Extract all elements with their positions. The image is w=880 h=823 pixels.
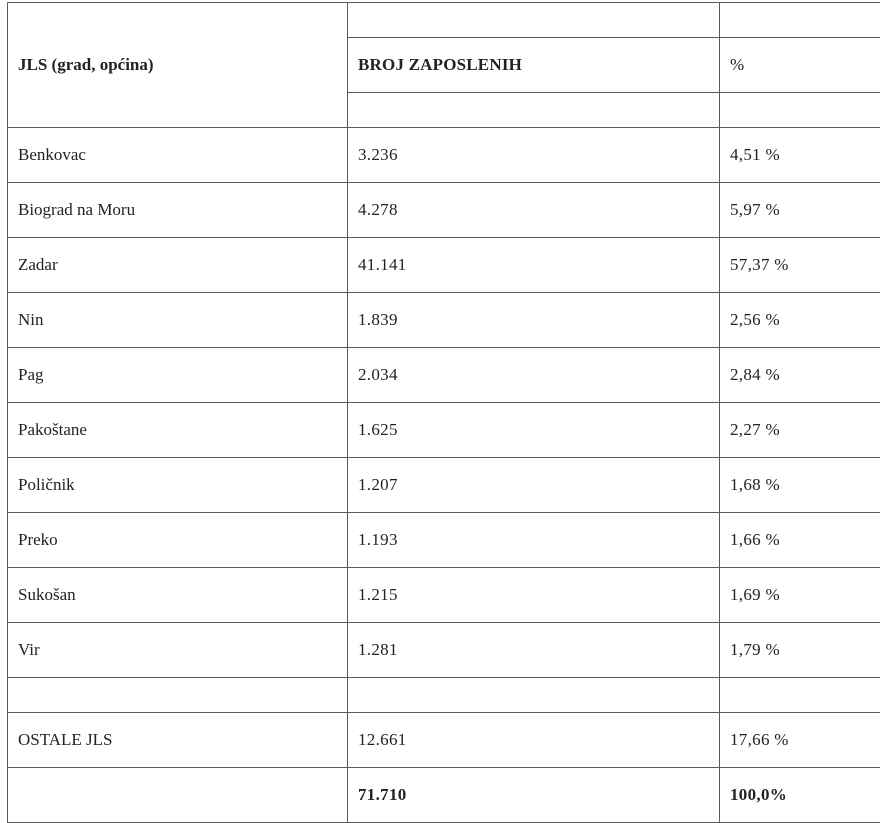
percent-cell: 57,37 %: [720, 238, 880, 293]
percent-cell: 5,97 %: [720, 183, 880, 238]
jls-cell: Vir: [8, 623, 348, 678]
table-row: [8, 458, 880, 513]
total-row: [8, 768, 880, 823]
percent-cell: 1,69 %: [720, 568, 880, 623]
table-row: [8, 183, 880, 238]
employees-cell: 1.839: [348, 293, 720, 348]
percent-cell: 1,66 %: [720, 513, 880, 568]
percent-cell: 2,56 %: [720, 293, 880, 348]
percent-cell: 17,66 %: [720, 713, 880, 768]
jls-cell: Benkovac: [8, 128, 348, 183]
employees-cell: 41.141: [348, 238, 720, 293]
total-percent-cell: 100,0%: [720, 768, 880, 823]
jls-cell: OSTALE JLS: [8, 713, 348, 768]
blank-cell: [8, 678, 348, 713]
jls-cell: Nin: [8, 293, 348, 348]
percent-cell: 1,79 %: [720, 623, 880, 678]
header-row-top: [8, 3, 880, 38]
header-spacer-cell: [348, 3, 720, 38]
employees-cell: 1.281: [348, 623, 720, 678]
employees-cell: 12.661: [348, 713, 720, 768]
employment-table: [7, 2, 880, 823]
header-jls: JLS (grad, općina): [8, 3, 348, 128]
header-spacer-cell: [720, 93, 880, 128]
table-row: [8, 513, 880, 568]
header-broj-zaposlenih: BROJ ZAPOSLENIH: [348, 38, 720, 93]
employees-cell: 4.278: [348, 183, 720, 238]
percent-cell: 2,84 %: [720, 348, 880, 403]
total-label-cell: [8, 768, 348, 823]
blank-cell: [348, 678, 720, 713]
percent-cell: 4,51 %: [720, 128, 880, 183]
jls-cell: Poličnik: [8, 458, 348, 513]
jls-cell: Preko: [8, 513, 348, 568]
table-row: [8, 128, 880, 183]
percent-cell: 1,68 %: [720, 458, 880, 513]
jls-cell: Biograd na Moru: [8, 183, 348, 238]
header-spacer-cell: [720, 3, 880, 38]
employees-cell: 1.625: [348, 403, 720, 458]
blank-cell: [720, 678, 880, 713]
other-jls-row: [8, 713, 880, 768]
blank-row: [8, 678, 880, 713]
percent-cell: 2,27 %: [720, 403, 880, 458]
table-row: [8, 568, 880, 623]
header-percent: %: [720, 38, 880, 93]
table-row: [8, 403, 880, 458]
employees-cell: 1.193: [348, 513, 720, 568]
header-spacer-cell: [348, 93, 720, 128]
jls-cell: Pag: [8, 348, 348, 403]
total-employees-cell: 71.710: [348, 768, 720, 823]
jls-cell: Zadar: [8, 238, 348, 293]
employees-cell: 2.034: [348, 348, 720, 403]
employees-cell: 1.207: [348, 458, 720, 513]
employees-cell: 1.215: [348, 568, 720, 623]
table-row: [8, 238, 880, 293]
table-row: [8, 623, 880, 678]
table-row: [8, 348, 880, 403]
jls-cell: Sukošan: [8, 568, 348, 623]
jls-cell: Pakoštane: [8, 403, 348, 458]
table-row: [8, 293, 880, 348]
employees-cell: 3.236: [348, 128, 720, 183]
